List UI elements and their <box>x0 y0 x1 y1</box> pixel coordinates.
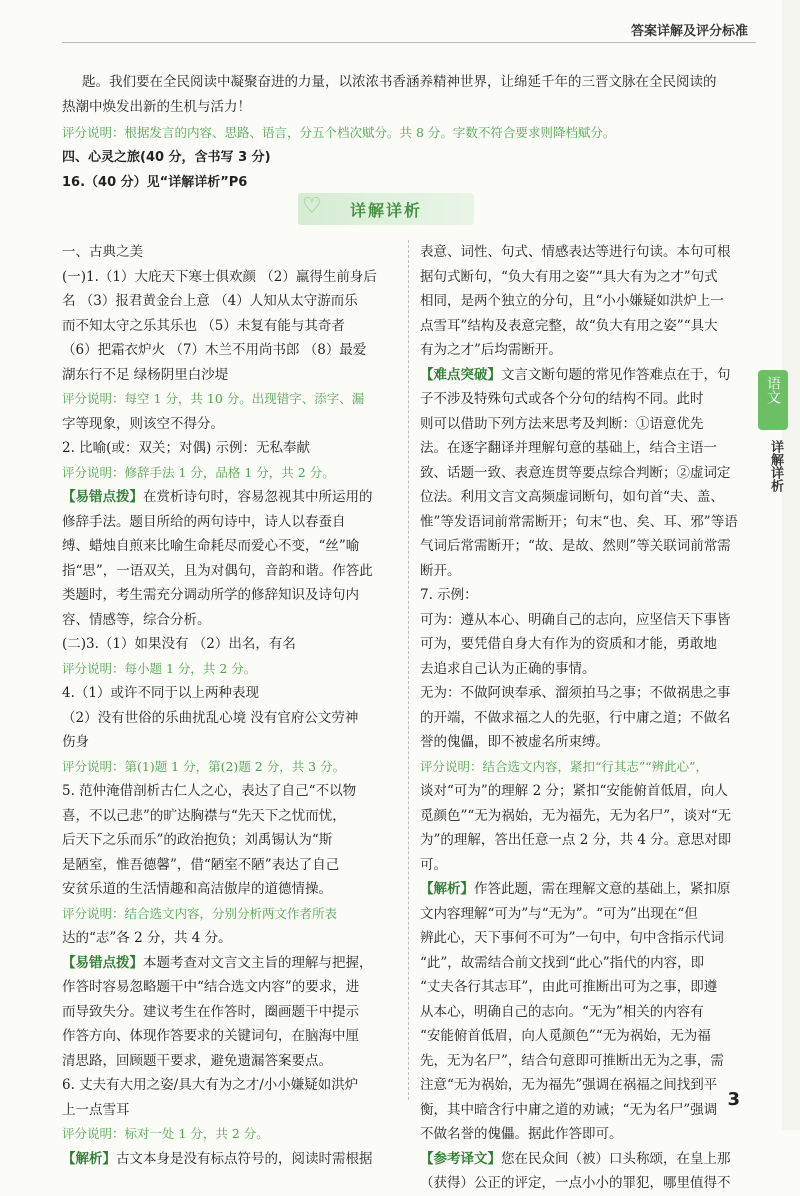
text-line: 【易错点拨】本题考查对文言文主旨的理解与把握， <box>62 954 373 971</box>
text-line: 可为，要凭借自身大有作为的资质和才能，勇敢地 <box>420 636 717 652</box>
text-line: 注意“无为祸始，无为福先”强调在祸福之间找到平 <box>420 1077 718 1093</box>
text-line: “丈夫各行其志耳”，由此可推断出可为之事，即遵 <box>420 979 718 995</box>
text-line: 一、古典之美 <box>62 244 143 260</box>
text-line: 【参考译文】您在民众间（被）口头称颂，在皇上那 <box>420 1150 731 1167</box>
text-line: 是陋室，惟吾德馨”，借“陋室不陋”表达了自己 <box>62 856 340 873</box>
text-line: 【难点突破】文言文断句题的常见作答难点在于，句 <box>420 366 731 383</box>
text-line: 而导致失分。建议考生在作答时，圈画题干中提示 <box>62 1003 359 1020</box>
banner-title: 详解详析 <box>349 200 422 220</box>
text-line: 相同，是两个独立的分句，且“小小嫌疑如洪炉上一 <box>420 293 724 309</box>
text-line: 评分说明：每空 1 分，共 10 分。出现错字、添字、漏 <box>62 391 365 406</box>
text-line: 清思路，回顾题干要求，避免遗漏答案要点。 <box>62 1052 332 1069</box>
left-column <box>62 240 397 1171</box>
text-line: (一)1.（1）大庇天下寒士俱欢颜 （2）羸得生前身后 <box>62 268 377 285</box>
text-line: 2. 比喻(或：双关；对偶) 示例：无私奉献 <box>62 440 310 456</box>
tag-label: 【解析】 <box>62 1150 116 1167</box>
text-line: 7. 示例： <box>420 587 478 603</box>
text-line: 无为：不做阿谀奉承、溜须拍马之事；不做祸患之事 <box>420 685 731 701</box>
tag-label: 【解析】 <box>420 881 474 897</box>
text-line: 衡，其中暗含行中庸之道的劝诫；“无为名尸”强调 <box>420 1101 718 1118</box>
text-line: (二)3.（1）如果没有 （2）出名，有名 <box>62 636 296 652</box>
text-line: （2）没有世俗的乐曲扰乱心境 没有官府公文劳神 <box>62 709 359 726</box>
tag-label: 【难点突破】 <box>420 366 501 383</box>
text-line: 4.（1）或许不同于以上两种表现 <box>62 685 259 701</box>
text-line: 后天下之乐而乐”的政治抱负；刘禹锡认为“斯 <box>62 832 333 848</box>
text-line: 作答时容易忽略题干中“结合选文内容”的要求，进 <box>62 979 360 995</box>
text-line: 喜，不以己悲”的旷达胸襟与“先天下之忧而忧， <box>62 807 346 824</box>
text-line: 子不涉及特殊句式或各个分句的结构不同。此时 <box>420 391 704 407</box>
text-line: 达的“志”各 2 分，共 4 分。 <box>62 930 232 946</box>
text-line: 气词后常需断开；“故、是故、然则”等关联词前常需 <box>420 538 731 554</box>
text-line: 字等现象，则该空不得分。 <box>62 415 224 432</box>
text-line: 不做名誉的傀儡。据此作答即可。 <box>420 1126 623 1142</box>
text-line: 点雪耳”结构及表意完整，故“负大有用之姿”“具大 <box>420 317 718 334</box>
text-line: 伤身 <box>62 734 89 750</box>
text-line: 可为：遵从本心、明确自己的志向，应坚信天下事皆 <box>420 611 731 628</box>
column-divider <box>408 240 409 1100</box>
text-line: 从本心，明确自己的志向。“无为”相关的内容有 <box>420 1003 704 1020</box>
question-16: 16.（40 分）见“详解详析”P6 <box>62 175 248 190</box>
right-column <box>420 240 750 1196</box>
text-line: 觅颜色”“无为祸始，无为福先，无为名尸”，谈对“无 <box>420 807 732 824</box>
header-divider <box>62 42 756 43</box>
text-line: 类题时，考生需充分调动所学的修辞知识及诗句内 <box>62 587 359 603</box>
text-line: 【解析】古文本身是没有标点符号的，阅读时需根据 <box>62 1150 373 1167</box>
tag-label: 【易错点拨】 <box>62 954 143 971</box>
text-line: 誉的傀儡，即不被虚名所束缚。 <box>420 734 609 750</box>
text-line: 评分说明：结合选文内容，紧扣“行其志”“辨此心”， <box>420 758 709 774</box>
text-line: 【解析】作答此题，需在理解文意的基础上，紧扣原 <box>420 881 731 897</box>
text-line: （6）把霜衣炉火 （7）木兰不用尚书郎 （8）最爱 <box>62 342 367 358</box>
page-edge <box>782 0 800 1130</box>
text-line: 辨此心，天下事何不可为”一句中，句中含指示代词 <box>420 930 724 946</box>
text-line: 则可以借助下列方法来思考及判断：①语意优先 <box>420 415 704 432</box>
text-line: 而不知太守之乐其乐也 （5）未复有能与其奇者 <box>62 317 345 334</box>
subject-tab <box>758 370 788 430</box>
text-line: 名 （3）报君黄金台上意 （4）人知从太守游而乐 <box>62 293 358 309</box>
text-line: 5. 范仲淹借剖析古仁人之心，表达了自己“不以物 <box>62 783 357 799</box>
text-line: 断开。 <box>420 562 461 579</box>
top-section <box>62 70 752 195</box>
tag-label: 【参考译文】 <box>420 1150 501 1167</box>
text-line: 文内容理解“可为”与“无为”。“可为”出现在“但 <box>420 905 698 922</box>
text-line: 去追求自己认为正确的事情。 <box>420 660 596 677</box>
heart-icon: ♡ <box>302 194 322 219</box>
section-heading: 四、心灵之旅(40 分，含书写 3 分) <box>62 150 271 165</box>
text-line: 指“思”，一语双关，且为对偶句，音韵和谐。作答此 <box>62 562 373 579</box>
text-line: 作答方向、体现作答要求的关键词句，在脑海中厘 <box>62 1028 359 1044</box>
text-line: 致、话题一致、表意连贯等要点综合判断；②虚词定 <box>420 464 731 481</box>
text-line: 评分说明：修辞手法 1 分，品格 1 分，共 2 分。 <box>62 464 335 480</box>
text-line: 【易错点拨】在赏析诗句时，容易忽视其中所运用的 <box>62 489 373 505</box>
text-line: 惟”等发语词前常需断开；句末“也、矣、耳、邪”等语 <box>420 513 738 530</box>
text-line: “安能俯首低眉，向人觅颜色”“无为祸始，无为福 <box>420 1028 711 1044</box>
text-line: 湖东行不足 绿杨阴里白沙堤 <box>62 366 229 383</box>
text-line: 上一点雪耳 <box>62 1101 130 1118</box>
text-line: 法。在逐字翻译并理解句意的基础上，结合主语一 <box>420 440 717 456</box>
scoring-note: 评分说明：根据发言的内容、思路、语言，分五个档次赋分。共 8 分。字数不符合要求则降档赋分。 <box>62 125 616 140</box>
text-line: 据句式断句，“负大有用之姿”“具大有为之才”句式 <box>420 268 718 285</box>
side-label: 详解详析 <box>768 440 783 492</box>
subject-tab-label: 语文 <box>765 376 781 404</box>
top-line-1: 匙。我们要在全民阅读中凝聚奋进的力量，以浓浓书香涵养精神世界，让绵延千年的三晋文脉在全民阅读的 <box>82 74 717 90</box>
text-line: 为”的理解，答出任意一点 2 分，共 4 分。意思对即可。 <box>420 832 732 873</box>
text-line: （获得）公正的评定，一点小小的罪犯，哪里值得不 <box>420 1175 731 1191</box>
text-line: 修辞手法。题目所给的两句诗中，诗人以春蚕自 <box>62 513 346 530</box>
text-line: 评分说明：结合选文内容，分别分析两文作者所表 <box>62 905 338 921</box>
text-line: 的开端，不做求福之人的先驱，行中庸之道；不做名 <box>420 709 731 726</box>
text-line: 先，无为名尸”，结合句意即可推断出无为之事，需 <box>420 1052 724 1069</box>
text-line: 容、情感等，综合分析。 <box>62 611 211 628</box>
text-line: 缚、蜡烛自煎来比喻生命耗尽而爱心不变，“丝”喻 <box>62 538 360 554</box>
top-line-2: 热潮中焕发出新的生机与活力！ <box>62 99 251 115</box>
text-line: 评分说明：第(1)题 1 分，第(2)题 2 分，共 3 分。 <box>62 758 346 774</box>
text-line: 评分说明：每小题 1 分，共 2 分。 <box>62 660 257 676</box>
text-line: 谈对“可为”的理解 2 分；紧扣“安能俯首低眉，向人 <box>420 783 728 799</box>
tag-label: 【易错点拨】 <box>62 489 143 505</box>
text-line: “此”，故需结合前文找到“此心”指代的内容，即 <box>420 954 705 971</box>
text-line: 位法。利用文言文高频虚词断句，如句首“夫、盖、 <box>420 489 724 505</box>
text-line: 6. 丈夫有大用之姿/具大有为之才/小小嫌疑如洪炉 <box>62 1077 359 1093</box>
page-header: 答案详解及评分标准 <box>630 24 748 39</box>
text-line: 有为之才”后均需断开。 <box>420 342 562 358</box>
text-line: 评分说明：标对一处 1 分，共 2 分。 <box>62 1126 269 1141</box>
text-line: 表意、词性、句式、情感表达等进行句读。本句可根 <box>420 244 731 260</box>
text-line: 安贫乐道的生活情趣和高洁傲岸的道德情操。 <box>62 881 332 897</box>
page-number: 3 <box>727 1089 740 1110</box>
